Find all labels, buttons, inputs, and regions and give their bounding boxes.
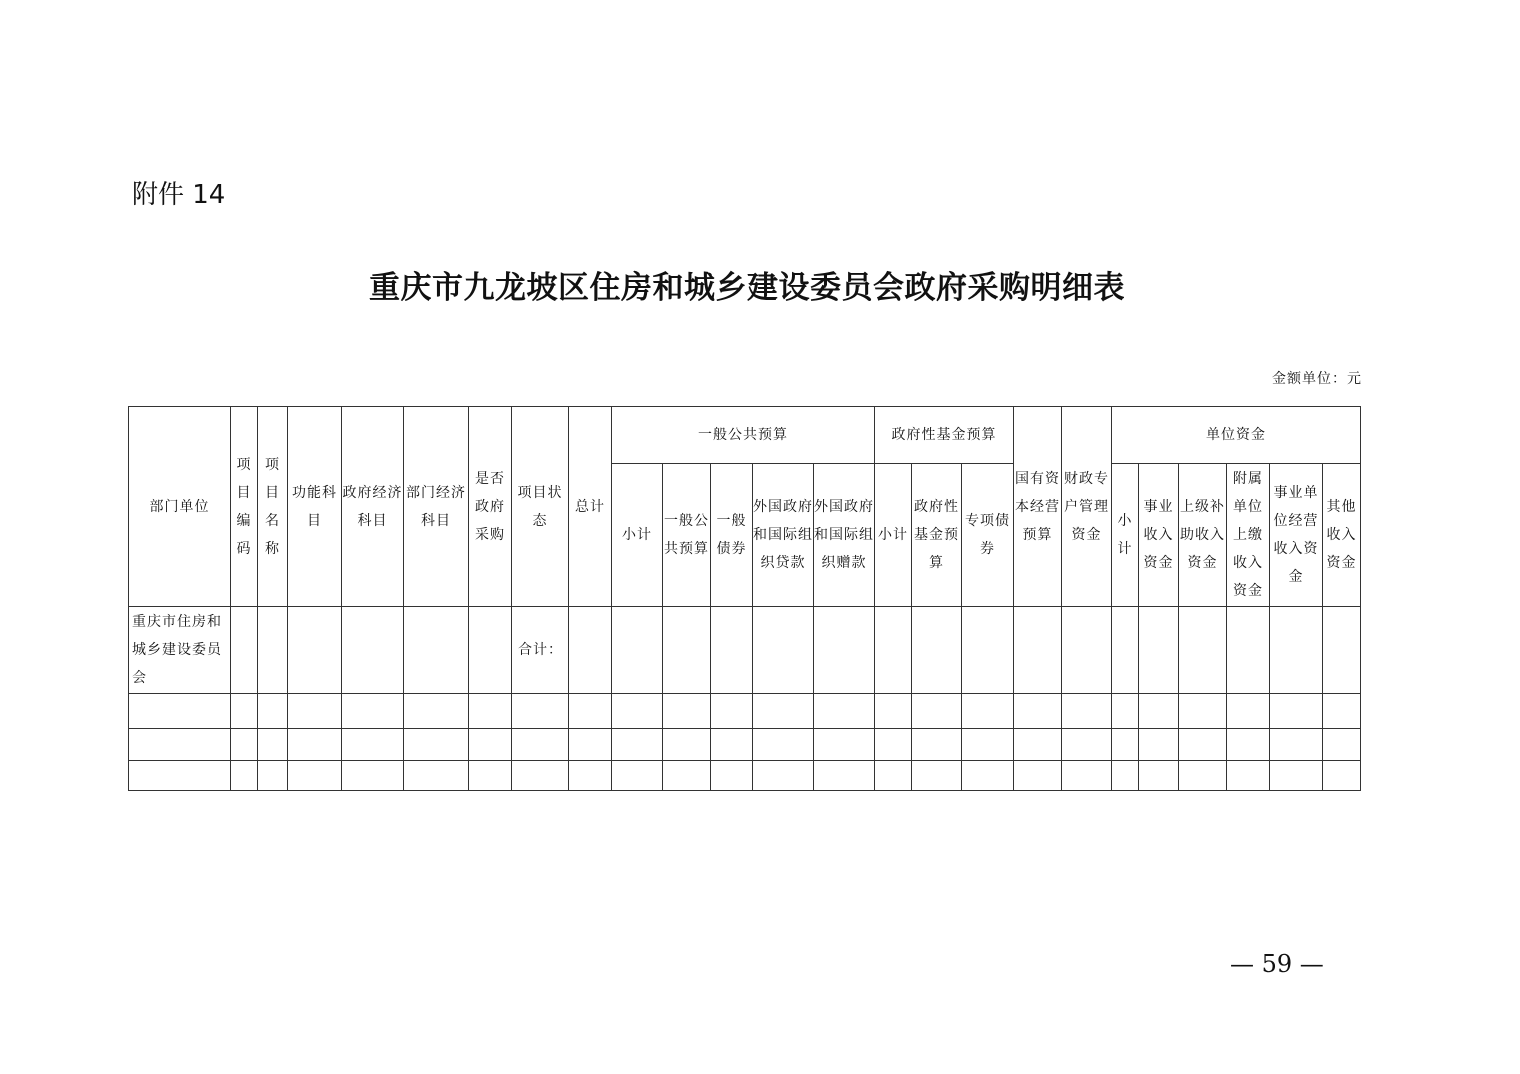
- header-fund-budget: 政府性基金预算: [912, 464, 962, 607]
- header-project-name: 项目名称: [258, 407, 288, 607]
- cell-dept: 重庆市住房和城乡建设委员会: [129, 607, 231, 694]
- header-business-income: 事业单位经营收入资金: [1270, 464, 1323, 607]
- procurement-detail-table: [128, 406, 1361, 791]
- table-row: [129, 607, 1361, 694]
- cell-total-label: 合计：: [512, 607, 569, 694]
- header-general-bond: 一般债券: [711, 464, 753, 607]
- header-gov-econ-subject: 政府经济科目: [342, 407, 404, 607]
- header-superior-subsidy: 上级补助收入资金: [1179, 464, 1227, 607]
- header-state-capital-budget: 国有资本经营预算: [1014, 407, 1062, 607]
- header-fiscal-special-account: 财政专户管理资金: [1062, 407, 1112, 607]
- header-affiliate-income: 附属单位上缴收入资金: [1227, 464, 1270, 607]
- header-special-bond: 专项债券: [962, 464, 1014, 607]
- cell-dept: [129, 729, 231, 761]
- page-number: — 59 —: [1230, 950, 1324, 978]
- header-fund-subtotal: 小计: [875, 464, 912, 607]
- header-project-status: 项目状态: [512, 407, 569, 607]
- header-total: 总计: [569, 407, 612, 607]
- header-other-income: 其他收入资金: [1323, 464, 1361, 607]
- header-is-gov-procurement: 是否政府采购: [469, 407, 512, 607]
- header-project-code: 项目编码: [231, 407, 258, 607]
- table-row: [129, 729, 1361, 761]
- cell-dept: [129, 694, 231, 729]
- header-row-1: [129, 407, 1361, 464]
- header-foreign-loan: 外国政府和国际组织贷款: [753, 464, 814, 607]
- table-row: [129, 761, 1361, 791]
- header-general-public: 一般公共预算: [663, 464, 711, 607]
- cell-status: [512, 694, 569, 729]
- cell-status: [512, 761, 569, 791]
- attachment-label: 附件 14: [132, 180, 226, 210]
- header-unit-subtotal: 小计: [1112, 464, 1139, 607]
- amount-unit-note: 金额单位：元: [1272, 371, 1362, 387]
- header-unit-funds: 单位资金: [1112, 407, 1361, 464]
- header-general-public-budget: 一般公共预算: [612, 407, 875, 464]
- header-general-subtotal: 小计: [612, 464, 663, 607]
- table-row: [129, 694, 1361, 729]
- cell-dept: [129, 761, 231, 791]
- header-dept-econ-subject: 部门经济科目: [404, 407, 469, 607]
- header-dept: 部门单位: [129, 407, 231, 607]
- header-function-subject: 功能科目: [288, 407, 342, 607]
- header-career-income: 事业收入资金: [1139, 464, 1179, 607]
- document-title: 重庆市九龙坡区住房和城乡建设委员会政府采购明细表: [369, 270, 1125, 306]
- header-gov-fund-budget: 政府性基金预算: [875, 407, 1014, 464]
- cell-status: [512, 729, 569, 761]
- header-foreign-grant: 外国政府和国际组织赠款: [814, 464, 875, 607]
